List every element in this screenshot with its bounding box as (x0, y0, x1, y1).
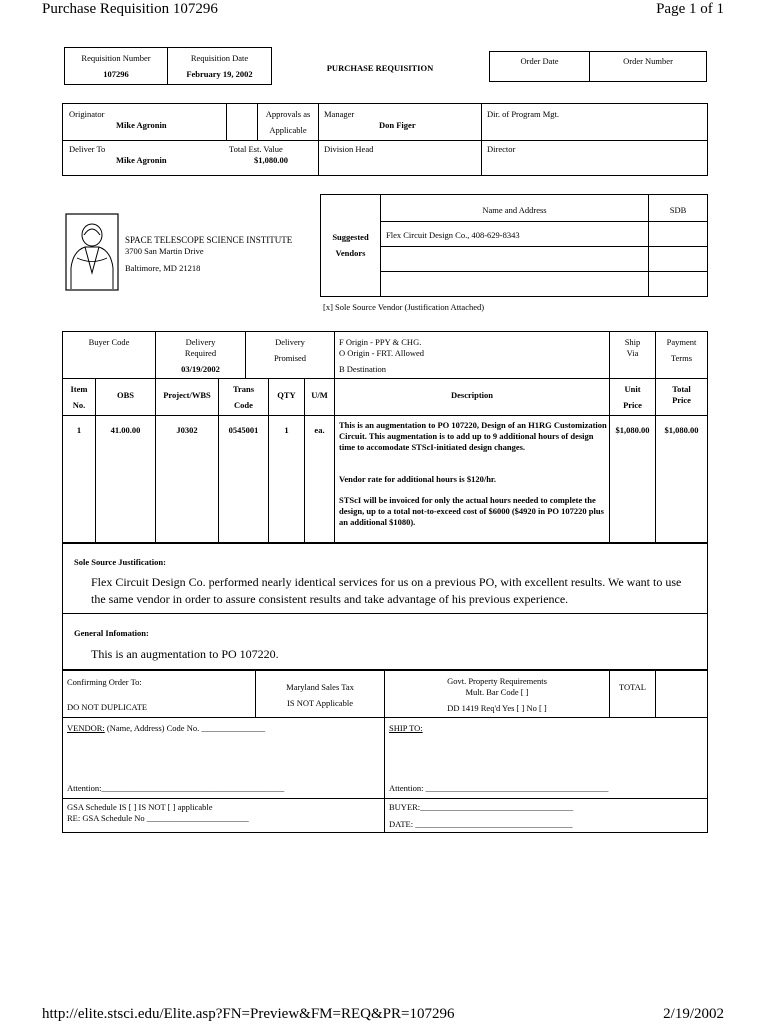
order-number-label: Order Number (623, 56, 673, 66)
item-description-3: STScI will be invoiced for only the actual hours needed to complete the design, up to a total not-to-exceed cost of $6000 ($4920 in PO 107220 plus an additional $1080). (339, 495, 604, 527)
col-unit-1: Unit (624, 384, 641, 394)
vendors-label: Vendors (335, 248, 366, 258)
director-label: Director (487, 144, 516, 154)
attention-right: Attention: ___________________________________________ (389, 783, 609, 793)
col-trans-1: Trans (232, 384, 255, 394)
confirming-order-label: Confirming Order To: (67, 677, 142, 687)
manager-name: Don Figer (379, 120, 416, 130)
footer-url-link[interactable]: http://elite.stsci.edu/Elite.asp?FN=Preview&FM=REQ&PR=107296 (42, 1006, 455, 1022)
vendor-code-text: (Name, Address) Code No. _______________ (104, 723, 266, 733)
payment-terms-label-2: Terms (670, 353, 693, 363)
deliver-to-label: Deliver To (69, 144, 106, 154)
institute-address1: 3700 San Martin Drive (125, 246, 204, 256)
total-est-value: $1,080.00 (254, 155, 288, 165)
originator-label: Originator (69, 109, 105, 119)
total-est-label: Total Est. Value (229, 144, 283, 154)
originator-name: Mike Agronin (116, 120, 167, 130)
manager-label: Manager (324, 109, 355, 119)
buyer-code-label: Buyer Code (88, 337, 130, 347)
stsci-logo (65, 213, 119, 291)
institute-name: SPACE TELESCOPE SCIENCE INSTITUTE (125, 235, 293, 245)
payment-terms-label-1: Payment (666, 337, 697, 347)
item-trans: 0545001 (228, 425, 259, 435)
item-description-1: This is an augmentation to PO 107220, Design of an H1RG Customization Circuit. This augmentation is to add up to 9 additional hours of design time to accomodate STScI-initiated design changes. (339, 420, 607, 452)
ship-via-label-2: Via (626, 348, 639, 358)
fob-origin-ppy: F Origin - PPY & CHG. (339, 337, 422, 347)
general-info-label: General Infomation: (74, 628, 149, 638)
col-description: Description (450, 390, 494, 400)
dd1419-required: DD 1419 Req'd Yes [ ] No [ ] (447, 703, 547, 713)
fob-origin-frt: O Origin - FRT. Allowed (339, 348, 425, 358)
sole-source-note: [x] Sole Source Vendor (Justification Attached) (323, 302, 485, 312)
attention-left: Attention:___________________________________________ (67, 783, 285, 793)
delivery-promised-label-2: Promised (273, 353, 307, 363)
approvals-label: Approvals as (265, 109, 311, 119)
sole-source-justification-text: Flex Circuit Design Co. performed nearly identical services for us on a previous PO, with excellent results. We want to use the same vendor in order to assure consistent results and take advantage of his previous experience. (91, 575, 682, 606)
requisition-date: February 19, 2002 (186, 69, 253, 79)
ship-via-label-1: Ship (624, 337, 641, 347)
col-unit-2: Price (623, 400, 642, 410)
general-info-text: This is an augmentation to PO 107220. (91, 647, 279, 661)
requisition-number: 107296 (103, 69, 129, 79)
requisition-number-label: Requisition Number (81, 53, 151, 63)
col-total-2: Price (672, 395, 691, 405)
item-no: 1 (76, 425, 82, 435)
sdb-label: SDB (669, 205, 687, 215)
name-address-label: Name and Address (482, 205, 547, 215)
mult-bar-code: Mult. Bar Code [ ] (465, 687, 529, 697)
item-um: ea. (314, 425, 325, 435)
gsa-schedule-number: RE: GSA Schedule No ________________________ (67, 813, 249, 823)
footer-date: 2/19/2002 (663, 1006, 724, 1022)
col-total-1: Total (672, 384, 691, 394)
form-title: PURCHASE REQUISITION (326, 63, 434, 73)
date-line: DATE: _____________________________________ (389, 819, 573, 829)
do-not-duplicate: DO NOT DUPLICATE (67, 702, 148, 712)
item-qty: 1 (284, 425, 289, 435)
item-project: J0302 (176, 425, 198, 435)
vendor-1: Flex Circuit Design Co., 408-629-8343 (386, 230, 520, 240)
col-obs: OBS (116, 390, 134, 400)
col-qty: QTY (277, 390, 296, 400)
vendor-label: VENDOR: (67, 723, 105, 733)
col-item-1: Item (70, 384, 88, 394)
ship-to-label: SHIP TO: (389, 723, 423, 733)
suggested-label: Suggested (332, 232, 369, 242)
sole-source-justification-label: Sole Source Justification: (74, 557, 166, 567)
dir-program-label: Dir. of Program Mgt. (487, 109, 560, 119)
institute-address2: Baltimore, MD 21218 (125, 263, 201, 273)
col-trans-2: Code (234, 400, 253, 410)
total-label: TOTAL (618, 682, 647, 692)
col-project: Project/WBS (163, 390, 211, 400)
fob-destination: B Destination (339, 364, 386, 374)
delivery-promised-label-1: Delivery (275, 337, 305, 347)
division-head-label: Division Head (324, 144, 374, 154)
col-item-2: No. (72, 400, 86, 410)
requisition-date-label: Requisition Date (190, 53, 249, 63)
col-um: U/M (311, 390, 328, 400)
delivery-required-label-2: Required (184, 348, 217, 358)
item-obs: 41.00.00 (110, 425, 141, 435)
document-title: Purchase Requisition 107296 (42, 1, 218, 17)
govt-property-label: Govt. Property Requirements (447, 676, 547, 686)
applicable-label: Applicable (269, 125, 307, 135)
delivery-required-date: 03/19/2002 (181, 364, 220, 374)
vendor-code-line (67, 723, 265, 734)
order-date-label: Order Date (520, 56, 559, 66)
item-unit-price: $1,080.00 (615, 425, 650, 435)
item-description-2: Vendor rate for additional hours is $120/hr. (339, 474, 497, 484)
tax-not-applicable: IS NOT Applicable (287, 698, 353, 708)
page-indicator: Page 1 of 1 (656, 1, 724, 17)
delivery-required-label-1: Delivery (185, 337, 216, 347)
buyer-signature-line: BUYER:____________________________________ (389, 802, 574, 812)
md-sales-tax-label: Maryland Sales Tax (286, 682, 354, 692)
gsa-schedule-applicable: GSA Schedule IS [ ] IS NOT [ ] applicable (67, 802, 213, 812)
item-total-price: $1,080.00 (664, 425, 699, 435)
deliver-to-name: Mike Agronin (116, 155, 167, 165)
